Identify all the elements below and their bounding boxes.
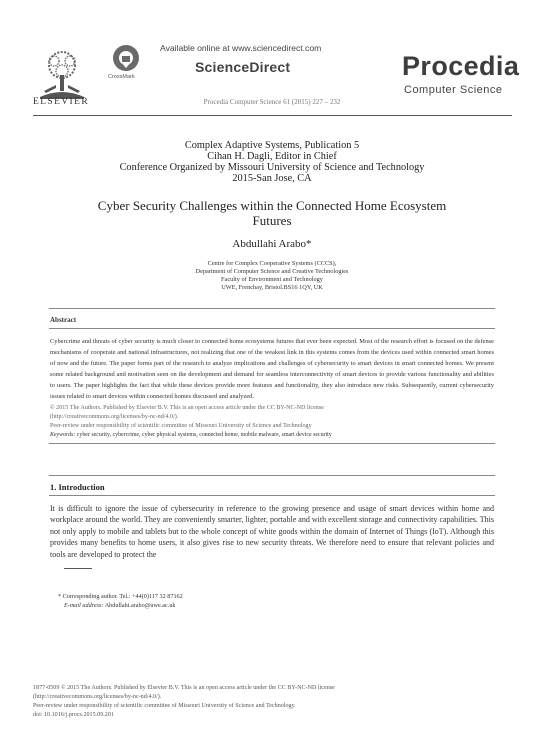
- conference-line-1: Complex Adaptive Systems, Publication 5: [184, 140, 360, 151]
- conference-line-2: Cihan H. Dagli, Editor in Chief: [207, 151, 337, 162]
- conference-line-4: 2015-San Jose, CA: [232, 173, 312, 184]
- abstract-bottom-rule: [49, 443, 495, 444]
- footnote-rule: [64, 568, 92, 569]
- email-line: [64, 602, 176, 609]
- author-email[interactable]: Abdullahi.arabo@uwe.ac.uk: [103, 602, 176, 609]
- affiliation-line-3: Faculty of Environment and Technology: [221, 276, 323, 283]
- footer-line-1: 1877-0509 © 2015 The Authors. Published by Elsevier B.V. This is an open access article under the CC BY-NC-ND license: [33, 685, 335, 691]
- paper-title-line-2: Futures: [252, 213, 292, 228]
- footer-peer-review: Peer-review under responsibility of scientific committee of Missouri University of Science and Technology: [33, 703, 295, 709]
- paper-title: [40, 198, 504, 228]
- corresponding-author-note: * Corresponding author. Tel.: +44(0)117 32 87162: [58, 593, 183, 600]
- footer-license-link[interactable]: (http://creativecommons.org/licenses/by-nc-nd/4.0/).: [33, 694, 162, 700]
- procedia-wordmark: Procedia: [402, 51, 520, 81]
- abstract-top-rule: [49, 308, 495, 309]
- intro-heading: 1. Introduction: [50, 482, 105, 492]
- affiliation-line-2: Department of Computer Science and Creative Technologies: [195, 268, 349, 275]
- copyright-license-link[interactable]: (http://creativecommons.org/licenses/by-nc-nd/4.0/).: [50, 414, 179, 420]
- publisher-wordmark: ELSEVIER: [33, 97, 90, 107]
- intro-top-rule: [49, 475, 495, 476]
- keywords-list: cyber security, cybercrime, cyber physical systems, connected home, mobile malware, smart device security: [75, 432, 332, 438]
- sciencedirect-brand[interactable]: ScienceDirect: [195, 59, 291, 75]
- crossmark-label: CrossMark: [108, 74, 135, 80]
- intro-heading-rule: [49, 495, 495, 496]
- keywords-label: Keywords:: [50, 432, 76, 438]
- affiliation-line-4: UWE, Frenchay, Bristol.BS16 1QY, UK: [221, 284, 323, 291]
- intro-text: It is difficult to ignore the issue of cybersecurity in reference to the growing presence and usage of smart devices within home and workplace around the world. They are conveniently smarter, lighter, portable and with excellent storage and connectivity capabilities. This not only apply to mobile and tablets but to the whole concept of white goods within the domain of Internet of Things (IoT). Although this provides many benefits to home users, it also gives rise to new security threats. We therefore need to ensure that relevant policies and tools are developed to protect the: [50, 504, 494, 559]
- keywords-line: [50, 432, 332, 438]
- abstract-heading-rule: [49, 328, 495, 329]
- procedia-subtitle: Computer Science: [404, 84, 503, 96]
- available-online-text: Available online at www.sciencedirect.com: [160, 43, 322, 53]
- conference-line-3: Conference Organized by Missouri University of Science and Technology: [119, 162, 425, 173]
- peer-review-note: Peer-review under responsibility of scientific committee of Missouri University of Science and Technology: [50, 423, 312, 429]
- paper-title-line-1: Cyber Security Challenges within the Connected Home Ecosystem: [97, 198, 447, 213]
- copyright-line-1: © 2015 The Authors. Published by Elsevier B.V. This is an open access article under the CC BY-NC-ND license: [50, 405, 324, 411]
- paper-author: Abdullahi Arabo*: [232, 238, 312, 250]
- footer-doi[interactable]: doi: 10.1016/j.procs.2015.09.201: [33, 712, 114, 718]
- email-label: E-mail address:: [64, 602, 104, 609]
- abstract-text: Cybercrime and threats of cyber security is much closer to connected home ecosystems futures that ever been expected. Most of the research effort is focused on the defense mechanisms of cooperate and national infrastructures, not realizing that one of the weakest link in this systems comes from the devices used within connected smart homes of now and the future. The paper forms part of the research to analyze implications and challenges of cybersecurity to smart devices in smart connected homes. We present some related background and motivation seen on the development and demand for seamless interconnectivity of smart devices to provide various functionality and abilities to users. The paper highlights the fact that while these devices provide more features and functionality, they also introduce new risks. Subsequently, current cybersecurity issues related to smart devices within connected homes discussed and analyzed.: [50, 338, 494, 401]
- affiliation-line-1: Centre for Complex Cooperative Systems (CCCS),: [207, 260, 337, 267]
- header-divider: [33, 115, 512, 116]
- crossmark-icon[interactable]: [112, 44, 140, 72]
- abstract-heading: Abstract: [50, 316, 77, 324]
- journal-citation: Procedia Computer Science 61 (2015) 227 – 232: [203, 98, 341, 106]
